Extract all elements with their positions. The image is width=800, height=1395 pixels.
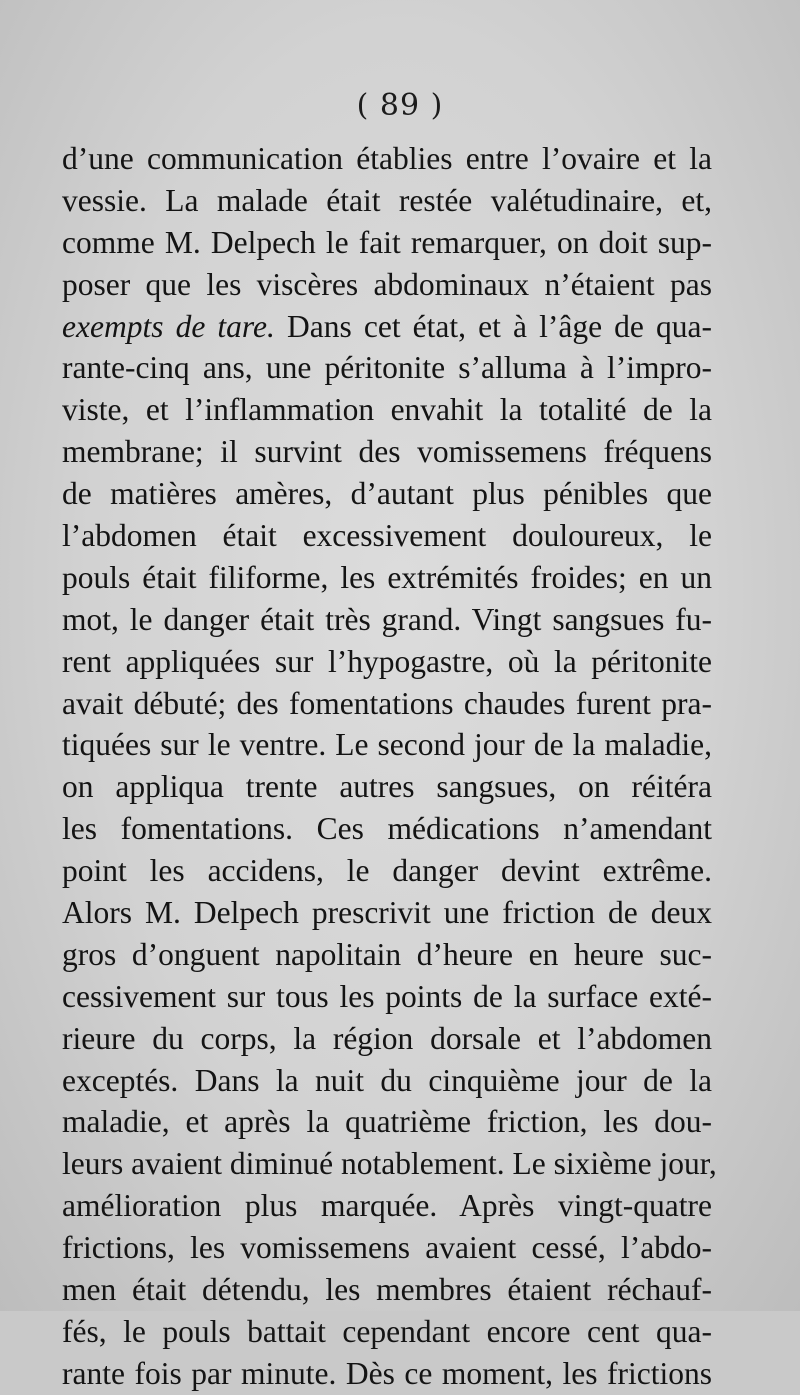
text-line: rieure du corps, la région dorsale et l’abdomen <box>62 1020 712 1056</box>
text-line: leurs avaient diminué notablement. Le sixième jour, <box>62 1146 717 1182</box>
text-line: rent appliquées sur l’hypogastre, où la péritonite <box>62 643 712 679</box>
text-line: amélioration plus marquée. Après vingt-quatre <box>62 1188 712 1224</box>
text-line: avait débuté; des fomentations chaudes furent pra- <box>62 685 712 721</box>
text-line: Alors M. Delpech prescrivit une friction de deux <box>62 895 712 931</box>
text-line: poser que les viscères abdominaux n’étaient pas <box>62 266 712 302</box>
italic-phrase: exempts de tare. <box>62 308 275 344</box>
text-line: point les accidens, le danger devint extrême. <box>62 853 712 889</box>
text-line-with-italic <box>62 306 712 348</box>
text-line: gros d’onguent napolitain d’heure en heure suc- <box>62 936 712 972</box>
body-text <box>62 138 717 1395</box>
text-line: de matières amères, d’autant plus pénibles que <box>62 476 712 512</box>
text-line: exceptés. Dans la nuit du cinquième jour de la <box>62 1062 712 1098</box>
text-line: cessivement sur tous les points de la surface exté- <box>62 978 712 1014</box>
text-line: vessie. La malade était restée valétudinaire, et, <box>62 182 712 218</box>
text-line: d’une communication établies entre l’ovaire et la <box>62 141 712 176</box>
text-line: fés, le pouls battait cependant encore cent qua- <box>62 1313 712 1349</box>
text-line: viste, et l’inflammation envahit la totalité de la <box>62 392 712 428</box>
text-line: tiquées sur le ventre. Le second jour de la maladie, <box>62 727 712 763</box>
text-line: les fomentations. Ces médications n’amendant <box>62 811 712 847</box>
page-number: ( 89 ) <box>356 88 444 123</box>
text-line: rante-cinq ans, une péritonite s’alluma à l’impro- <box>62 350 712 386</box>
text-line: on appliqua trente autres sangsues, on réitéra <box>62 769 712 805</box>
text-line: mot, le danger était très grand. Vingt sangsues fu- <box>62 601 712 637</box>
text-line: maladie, et après la quatrième friction, les dou- <box>62 1104 712 1140</box>
text-line: l’abdomen était excessivement douloureux, le <box>62 518 712 554</box>
text-line: men était détendu, les membres étaient réchauf- <box>62 1272 712 1308</box>
text-line: frictions, les vomissemens avaient cessé, l’abdo- <box>62 1230 712 1266</box>
text-line: rante fois par minute. Dès ce moment, les frictions <box>62 1355 712 1391</box>
text-line: membrane; il survint des vomissemens fréquens <box>62 434 712 470</box>
text-line-remainder: Dans cet état, et à l’âge de qua- <box>274 308 712 344</box>
text-line: pouls était filiforme, les extrémités froides; en un <box>62 559 712 595</box>
text-line: comme M. Delpech le fait remarquer, on doit sup- <box>62 224 712 260</box>
